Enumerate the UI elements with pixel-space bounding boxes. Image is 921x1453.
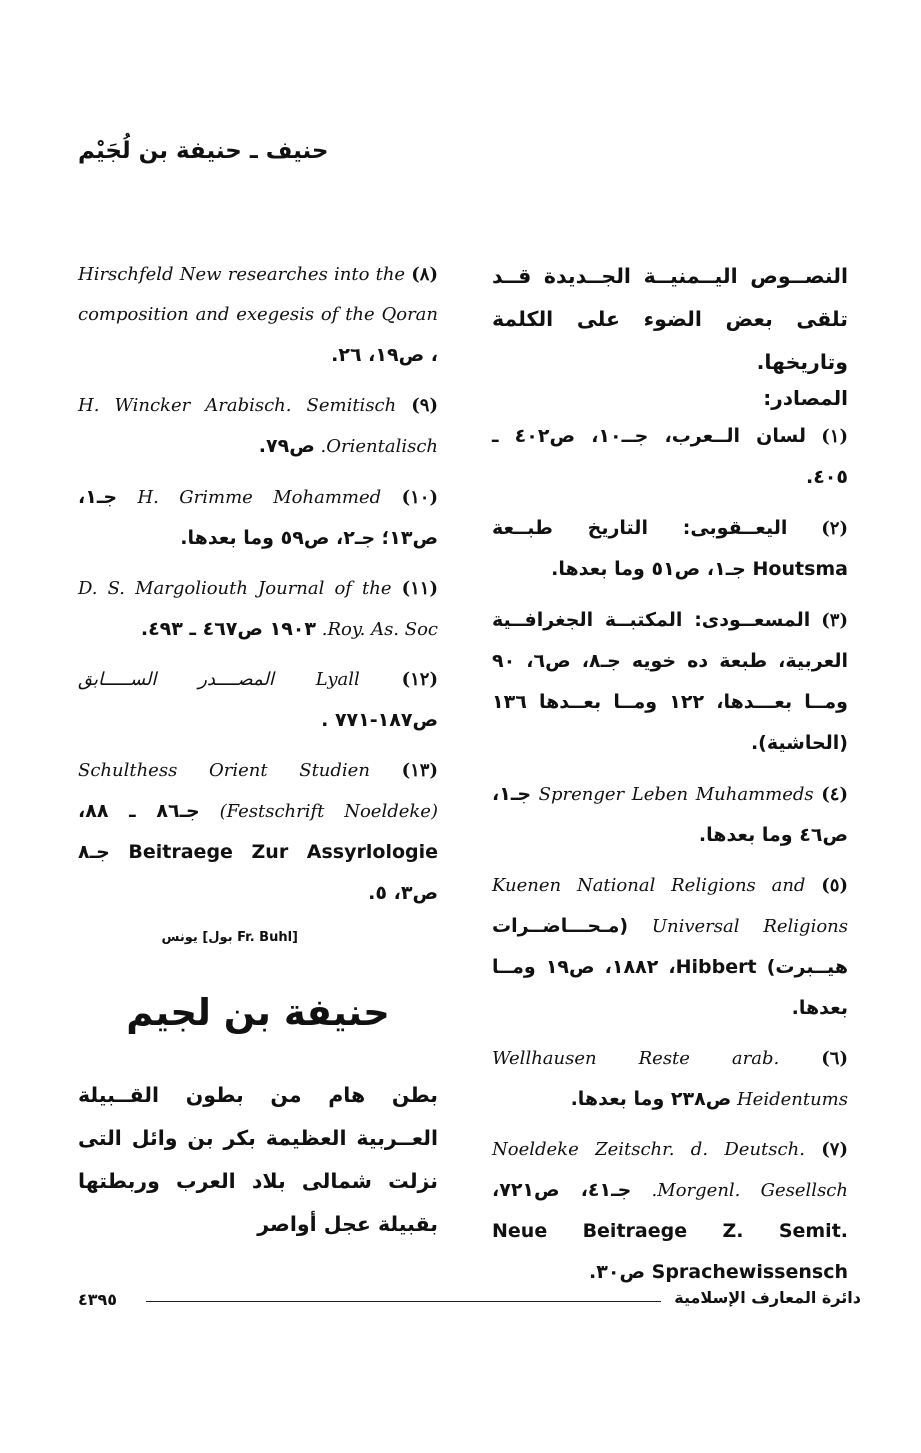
reference-number: (٣): [821, 610, 848, 631]
journal-name: دائرة المعارف الإسلامية: [674, 1288, 861, 1307]
sources-heading: المصادر:: [763, 386, 848, 410]
reference-author: Schulthess: [78, 760, 178, 781]
reference-author: Wellhausen: [492, 1048, 597, 1069]
intro-paragraph: النصــوص اليــمنيــة الجــديدة قــد تلقى بعض الضوء على الكلمة وتاريخها.: [492, 264, 848, 374]
reference-author: Lyall: [315, 669, 360, 690]
reference-item: [492, 1130, 848, 1293]
reference-details: جـ١، ص٤٦ وما بعدها.: [492, 783, 848, 846]
reference-item: [492, 866, 848, 1029]
reference-number: (١٠): [401, 487, 438, 508]
author-signature: يونس [بول Fr. Buhl]: [161, 930, 298, 945]
reference-title: Reste arab. Heidentums: [638, 1048, 848, 1110]
reference-number: (٨): [411, 264, 438, 285]
reference-item: [492, 774, 848, 856]
reference-details: ص٢٣٨ وما بعدها.: [570, 1088, 732, 1110]
reference-title: New researches into the composition and exegesis of the Qoran: [78, 264, 438, 325]
reference-item: [78, 660, 438, 741]
reference-details: ص٧٩.: [258, 435, 315, 457]
reference-title: National Religions and Universal Religions: [576, 875, 848, 937]
reference-author: D. S. Margoliouth: [78, 578, 248, 599]
reference-details: جـ١، ص١٣؛ جـ٢، ص٥٩ وما بعدها.: [78, 486, 438, 549]
reference-author: Hirschfeld: [78, 264, 174, 285]
reference-details: جـ٤١، ص٧٢١، Neue Beitraege Z. Semit. Sprachewissensch ص٣٠.: [492, 1179, 848, 1283]
reference-text: لسان الــعرب، جــ١٠، ص٤٠٢ ـ ٤٠٥.: [492, 425, 848, 488]
reference-number: (٢): [821, 518, 848, 539]
reference-details: (مـحـــاضــرات هيــبرت) Hibbert، ١٨٨٢، ص١٩ ومــا بعدها.: [492, 915, 848, 1019]
left-column: [78, 255, 438, 1246]
reference-number: (١٢): [401, 669, 438, 690]
reference-number: (١١): [401, 578, 438, 599]
left-references: [78, 255, 438, 914]
reference-item: [78, 751, 438, 914]
running-header: حنيف ـ حنيفة بن لُجَيْم: [78, 138, 329, 164]
reference-title: Mohammed: [273, 487, 382, 508]
entry-paragraph: بطن هام من بطون القــبيلة العــربية العظيمة بكر بن وائل التى نزلت شمالى بلاد العرب وربطتها بقبيلة عجل أواصر: [78, 1083, 438, 1236]
entry-title: حنيفة بن لجيم: [126, 991, 390, 1034]
reference-title: Zeitschr. d. Deutsch. Morgenl. Gesellsch.: [595, 1139, 848, 1201]
reference-author: Noeldeke: [492, 1139, 579, 1160]
reference-number: (١٣): [401, 760, 438, 781]
reference-details: ، ص١٩، ٢٦.: [331, 344, 438, 366]
right-references: [492, 416, 848, 1293]
reference-author: Sprenger: [538, 784, 625, 805]
reference-number: (٧): [821, 1139, 848, 1160]
reference-details: جـ٨٦ ـ ٨٨، Beitraege Zur Assyrlologie جـ٨ ص٣، ٥.: [78, 800, 439, 904]
page-footer: [78, 1288, 861, 1314]
reference-item: [492, 508, 848, 590]
page-number: ٤٣٩٥: [78, 1290, 118, 1309]
reference-details: ص١٨٧-٧٧١ .: [321, 709, 438, 731]
reference-author: H. Grimme: [137, 487, 253, 508]
reference-text: المسعــودى: المكتبــة الجغرافــية العربية، طبعة ده خويه جـ٨، ص٦، ٩٠ ومــا بعـــدها، ١٢٢ ومــا بعــدها ١٣٦ (الحاشية).: [492, 609, 848, 754]
reference-author: H. Wincker: [78, 395, 191, 416]
reference-details: ١٩٠٣ ص٤٦٧ ـ ٤٩٣.: [140, 618, 316, 640]
reference-number: (٩): [411, 395, 438, 416]
reference-number: (٤): [821, 784, 848, 805]
reference-item: [492, 1039, 848, 1120]
reference-item: [78, 255, 438, 376]
reference-item: [78, 569, 438, 650]
reference-item: [492, 600, 848, 764]
reference-item: [78, 477, 438, 559]
reference-item: [78, 386, 438, 467]
reference-title: المصــــدر الســـــابق: [78, 669, 274, 690]
reference-number: (٦): [821, 1048, 848, 1069]
reference-author: Kuenen: [492, 875, 562, 896]
reference-number: (٥): [821, 875, 848, 896]
reference-title: Journal of the Roy. As. Soc.: [258, 578, 438, 640]
right-column: [492, 255, 848, 1303]
reference-title: Orient Studien (Festschrift Noeldeke): [208, 760, 438, 822]
reference-number: (١): [821, 426, 848, 447]
reference-title: Leben Muhammeds: [631, 784, 814, 805]
footer-rule: [146, 1301, 661, 1302]
reference-text: اليعــقوبى: التاريخ طبــعة Houtsma جـ١، ص٥١ وما بعدها.: [492, 517, 848, 580]
reference-title: Arabisch. Semitisch Orientalisch.: [205, 395, 438, 457]
reference-item: [492, 416, 848, 498]
